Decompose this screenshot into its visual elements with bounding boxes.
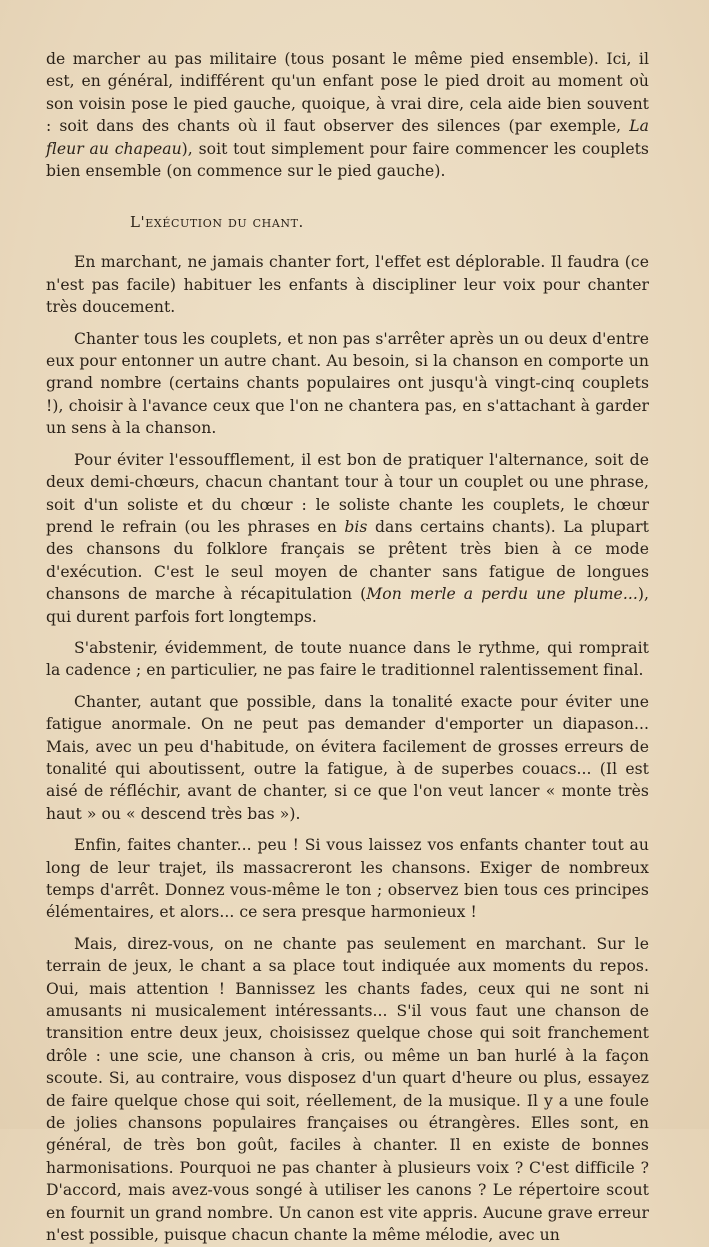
paragraph: [46, 637, 649, 682]
paragraph: [46, 449, 649, 628]
italic-title: Mon merle a perdu une plume...: [366, 585, 638, 604]
section-heading: L'exécution du chant.: [130, 213, 304, 232]
text-run: S'abstenir, évidemment, de toute nuance dans le rythme, qui romprait la cadence ; en particulier, ne pas faire le traditionnel ralentissement final.: [46, 638, 649, 680]
text-run: de marcher au pas militaire (tous posant le même pied ensemble). Ici, il est, en général, indifférent qu'un enfant pose le pied droit au moment où son voisin pose le pied gauche, quoique, à vrai dire, cela aide bien souvent : soit dans des chants où il faut observer des silences (par exemple,: [46, 50, 649, 136]
section-body: [46, 251, 649, 1246]
italic-title: La fleur au chapeau: [46, 117, 649, 158]
italic-title: bis: [344, 517, 368, 536]
paragraph: [46, 933, 649, 1247]
paragraph: [46, 834, 649, 924]
paragraph: [46, 48, 649, 182]
text-run: ), soit tout simplement pour faire commencer les couplets bien ensemble (on commence sur le pied gauche).: [46, 139, 649, 181]
text-run: Chanter tous les couplets, et non pas s'arrêter après un ou deux d'entre eux pour entonner un autre chant. Au besoin, si la chanson en comporte un grand nombre (certains chants populaires ont jusqu'à vingt-cinq couplets !), choisir à l'avance ceux que l'on ne chantera pas, en s'attachant à garder un sens à la chanson.: [46, 329, 649, 438]
text-run: dans certains chants). La plupart des chansons du folklore français se prêtent très bien à ce mode d'exécution. C'est le seul moyen de chanter sans fatigue de longues chansons de marche à récapitulation (: [46, 517, 649, 604]
text-run: Enfin, faites chanter... peu ! Si vous laissez vos enfants chanter tout au long de leur trajet, ils massacreront les chansons. Exiger de nombreux temps d'arrêt. Donnez vous-même le ton ; observez bien tous ces principes élémentaires, et alors... ce sera presque harmonieux !: [46, 836, 649, 922]
text-run: En marchant, ne jamais chanter fort, l'effet est déplorable. Il faudra (ce n'est pas facile) habituer les enfants à discipliner leur voix pour chanter très doucement.: [46, 253, 649, 317]
text-run: Pour éviter l'essoufflement, il est bon de pratiquer l'alternance, soit de deux demi-chœurs, chacun chantant tour à tour un couplet ou une phrase, soit d'un soliste et du chœur : le soliste chante les couplets, le chœur prend le refrain (ou les phrases en: [46, 450, 649, 536]
text-run: Mais, direz-vous, on ne chante pas seulement en marchant. Sur le terrain de jeux, le chant a sa place tout indiquée aux moments du repos. Oui, mais attention ! Bannissez les chants fades, ceux qui ne sont ni amusants ni musicalement intéressants... S'il vous faut une chanson de transition entre deux jeux, choisissez quelque chose qui soit franchement drôle : une scie, une chanson à cris, ou même un ban hurlé à la façon scoute. Si, au contraire, vous disposez d'un quart d'heure ou plus, essayez de faire quelque chose qui soit, réellement, de la musique. Il y a une foule de jolies chansons populaires françaises ou étrangères. Elles sont, en général, de très bon goût, faciles à chanter. Il en existe de bonnes harmonisations. Pourquoi ne pas chanter à plusieurs voix ? C'est difficile ? D'accord, mais avez-vous songé à utiliser les canons ? Le répertoire scout en fournit un grand nombre. Un canon est vite appris. Aucune grave erreur n'est possible, puisque chacun chante la même mélodie, avec un: [46, 934, 649, 1245]
paragraph: [46, 691, 649, 825]
paragraph: [46, 328, 649, 440]
text-run: Chanter, autant que possible, dans la tonalité exacte pour éviter une fatigue anormale. On ne peut pas demander d'emporter un diapason... Mais, avec un peu d'habitude, on évitera facilement de grosses erreurs de tonalité qui aboutissent, outre la fatigue, à de superbes couacs... (Il est aisé de réfléchir, avant de chanter, si ce que l'on veut lancer « monte très haut » ou « descend très bas »).: [46, 692, 649, 823]
opening-paragraph-container: [46, 48, 649, 182]
paragraph: [46, 251, 649, 318]
text-run: ), qui durent parfois fort longtemps.: [46, 585, 649, 626]
